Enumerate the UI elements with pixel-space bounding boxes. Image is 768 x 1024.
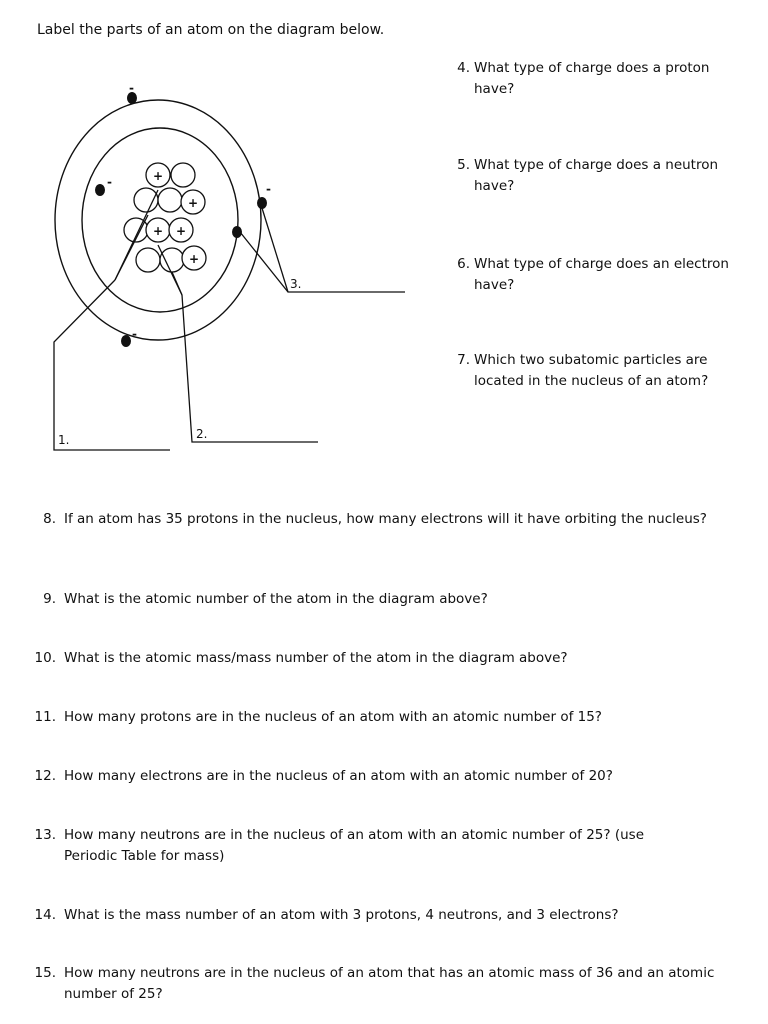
electron — [95, 184, 105, 196]
leader-line-2 — [182, 295, 318, 442]
proton-sign: + — [175, 224, 187, 238]
question-5: 5. What type of charge does a neutron have? — [457, 157, 719, 194]
question-4: 4. What type of charge does a proton have? — [457, 60, 710, 97]
leader-line-3 — [240, 232, 405, 292]
leader-line-1 — [54, 280, 170, 450]
proton-sign: + — [187, 196, 199, 210]
atom-diagram — [40, 80, 420, 470]
neutron — [134, 188, 158, 212]
electron — [121, 335, 131, 347]
instructions: Label the parts of an atom on the diagram below. — [37, 22, 385, 38]
label-1: 1. — [58, 433, 70, 447]
question-6: 6. What type of charge does an electron have? — [457, 256, 729, 293]
electron-sign: - — [129, 81, 134, 95]
electron-sign: - — [266, 182, 271, 196]
electron-sign: - — [132, 327, 137, 341]
electron — [257, 197, 267, 209]
proton-sign: + — [152, 169, 164, 183]
label-2: 2. — [196, 427, 208, 441]
neutron — [171, 163, 195, 187]
proton-sign: + — [188, 252, 200, 266]
neutron — [160, 248, 184, 272]
neutron — [158, 188, 182, 212]
proton-sign: + — [152, 224, 164, 238]
neutron — [136, 248, 160, 272]
label-3: 3. — [290, 277, 302, 291]
electron-sign: - — [107, 175, 112, 189]
question-7: 7. Which two subatomic particles are located in the nucleus of an atom? — [457, 352, 709, 389]
